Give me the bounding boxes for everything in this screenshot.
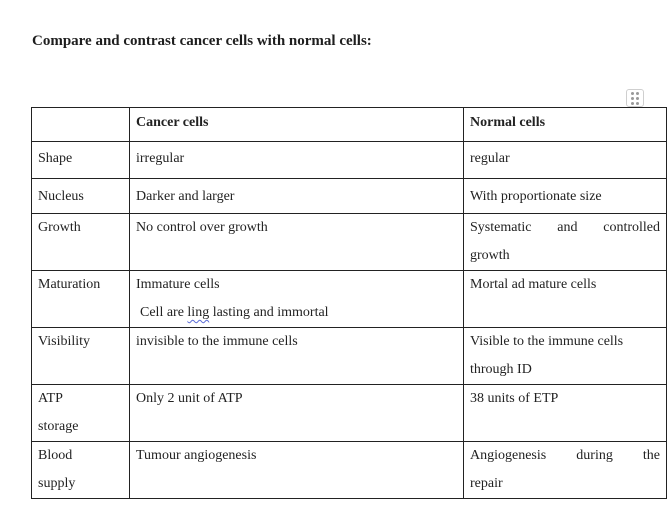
text-fragment: lasting and immortal [209, 305, 329, 320]
row-label-cell[interactable]: Maturation [32, 271, 130, 328]
cell-text-line: Blood [38, 448, 73, 463]
cancer-cell[interactable]: irregular [130, 142, 464, 179]
cancer-cell[interactable]: Darker and larger [130, 179, 464, 214]
table-row [32, 442, 667, 499]
handle-dot [631, 102, 634, 105]
cell-text-line: Angiogenesis during the [470, 448, 660, 463]
cancer-cell[interactable] [130, 271, 464, 328]
table-drag-handle-icon[interactable] [626, 89, 644, 107]
row-label-cell[interactable]: Nucleus [32, 179, 130, 214]
table-row [32, 328, 667, 385]
row-label-cell[interactable] [32, 442, 130, 499]
misspelled-word[interactable]: ling [187, 305, 210, 320]
cell-text-line: Immature cells [136, 277, 220, 292]
comparison-table[interactable] [31, 107, 667, 499]
cell-text-line: through ID [470, 362, 532, 377]
cell-text-line [136, 299, 457, 327]
cell-text-line: supply [38, 476, 76, 491]
normal-cell[interactable]: regular [464, 142, 667, 179]
table-header-row [32, 108, 667, 142]
cell-text-line: ATP [38, 391, 63, 406]
header-cell-cancer[interactable]: Cancer cells [130, 108, 464, 142]
cell-text-line: Visible to the immune cells [470, 334, 624, 349]
table-row [32, 271, 667, 328]
table-row [32, 214, 667, 271]
handle-dot [636, 102, 639, 105]
header-cell-normal[interactable]: Normal cells [464, 108, 667, 142]
normal-cell[interactable] [464, 328, 667, 385]
header-cell-empty[interactable] [32, 108, 130, 142]
cancer-cell[interactable]: invisible to the immune cells [130, 328, 464, 385]
cancer-cell[interactable]: No control over growth [130, 214, 464, 271]
handle-dot [636, 97, 639, 100]
normal-cell[interactable]: 38 units of ETP [464, 385, 667, 442]
cancer-cell[interactable]: Tumour angiogenesis [130, 442, 464, 499]
row-label-cell[interactable] [32, 385, 130, 442]
row-label-cell[interactable]: Visibility [32, 328, 130, 385]
row-label-cell[interactable]: Shape [32, 142, 130, 179]
cancer-cell[interactable]: Only 2 unit of ATP [130, 385, 464, 442]
document-heading: Compare and contrast cancer cells with normal cells: [32, 33, 372, 49]
cell-text-line: repair [470, 476, 503, 491]
cell-text-line: storage [38, 419, 79, 434]
table-row [32, 142, 667, 179]
text-fragment: Cell are [140, 305, 188, 320]
row-label-cell[interactable]: Growth [32, 214, 130, 271]
table-row [32, 385, 667, 442]
normal-cell[interactable] [464, 214, 667, 271]
handle-dot [631, 92, 634, 95]
normal-cell[interactable]: With proportionate size [464, 179, 667, 214]
handle-dot [631, 97, 634, 100]
normal-cell[interactable] [464, 442, 667, 499]
handle-dot [636, 92, 639, 95]
cell-text-line: growth [470, 248, 510, 263]
normal-cell[interactable]: Mortal ad mature cells [464, 271, 667, 328]
cell-text-line: Systematic and controlled [470, 220, 660, 235]
table-row [32, 179, 667, 214]
